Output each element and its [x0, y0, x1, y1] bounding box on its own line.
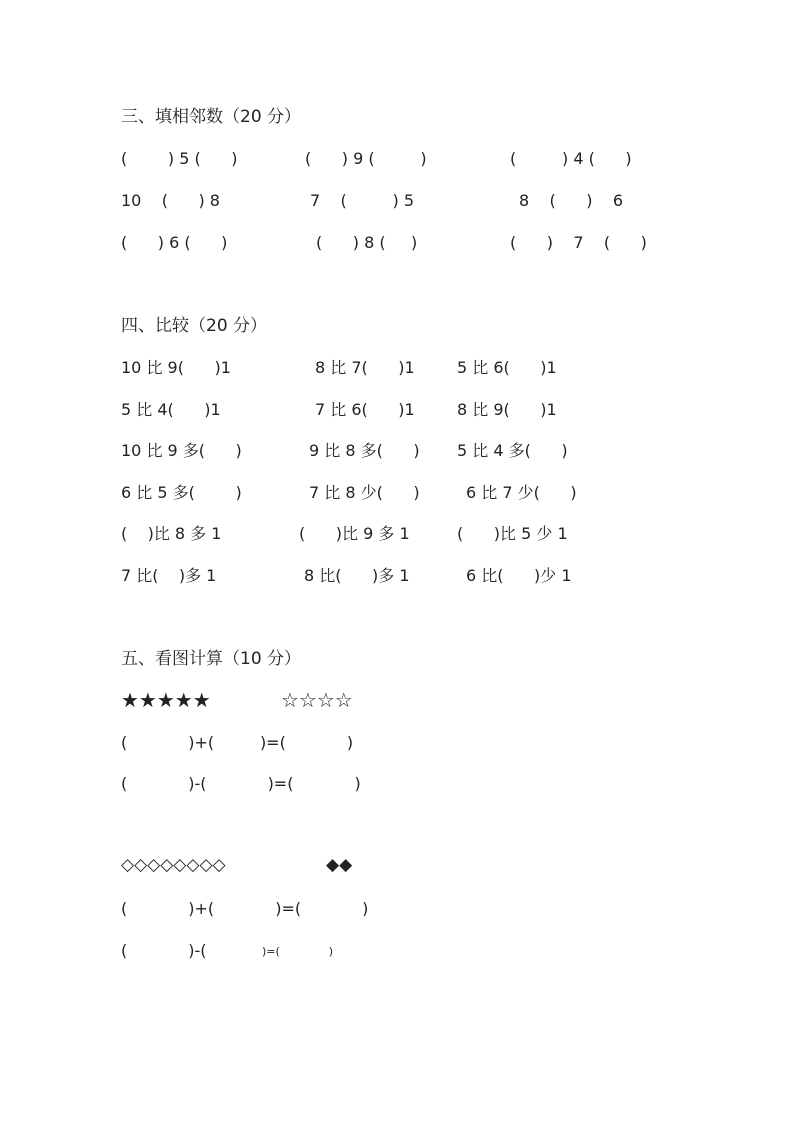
s4-r4-c2: 7 比 8 少( ): [309, 483, 420, 502]
section-5-title: 五、看图计算（10 分）: [121, 649, 302, 669]
s3-r2-c2: 7 ( ) 5: [310, 191, 415, 210]
s4-r1-c2: 8 比 7( )1: [315, 358, 415, 377]
s4-r2-c1: 5 比 4( )1: [121, 400, 221, 419]
s4-r2-c3: 8 比 9( )1: [457, 400, 557, 419]
s4-r3-c1: 10 比 9 多( ): [121, 441, 242, 460]
empty-stars: ☆☆☆☆: [281, 688, 353, 712]
empty-diamonds: ◇◇◇◇◇◇◇◇: [121, 855, 226, 875]
equation-sub-1: ( )-( )=( ): [121, 774, 361, 793]
s4-r6-c1: 7 比( )多 1: [121, 566, 217, 585]
s3-r1-c3: ( ) 4 ( ): [510, 149, 632, 168]
s3-r2-c3: 8 ( ) 6: [519, 191, 624, 210]
equation-add-2: ( )+( )=( ): [121, 899, 369, 918]
s4-r4-c1: 6 比 5 多( ): [121, 483, 242, 502]
s3-r3-c2: ( ) 8 ( ): [316, 233, 418, 252]
s3-r3-c1: ( ) 6 ( ): [121, 233, 228, 252]
s3-r1-c1: ( ) 5 ( ): [121, 149, 238, 168]
s4-r3-c3: 5 比 4 多( ): [457, 441, 568, 460]
equation-add-1: ( )+( )=( ): [121, 733, 354, 752]
s3-r2-c1: 10 ( ) 8: [121, 191, 220, 210]
s4-r1-c3: 5 比 6( )1: [457, 358, 557, 377]
s4-r6-c3: 6 比( )少 1: [466, 566, 572, 585]
equation-sub-2-right: )=( ): [262, 945, 334, 958]
section-3-title: 三、填相邻数（20 分）: [121, 107, 302, 127]
s4-r2-c2: 7 比 6( )1: [315, 400, 415, 419]
filled-diamonds: ◆◆: [326, 855, 353, 875]
equation-sub-2-left: ( )-(: [121, 941, 207, 960]
s4-r5-c1: ( )比 8 多 1: [121, 524, 222, 543]
s3-r1-c2: ( ) 9 ( ): [305, 149, 427, 168]
section-4-title: 四、比较（20 分）: [121, 316, 268, 336]
filled-stars: ★★★★★: [121, 688, 211, 712]
s3-r3-c3: ( ) 7 ( ): [510, 233, 647, 252]
s4-r3-c2: 9 比 8 多( ): [309, 441, 420, 460]
s4-r5-c3: ( )比 5 少 1: [457, 524, 568, 543]
s4-r5-c2: ( )比 9 多 1: [299, 524, 410, 543]
s4-r1-c1: 10 比 9( )1: [121, 358, 231, 377]
s4-r4-c3: 6 比 7 少( ): [466, 483, 577, 502]
s4-r6-c2: 8 比( )多 1: [304, 566, 410, 585]
